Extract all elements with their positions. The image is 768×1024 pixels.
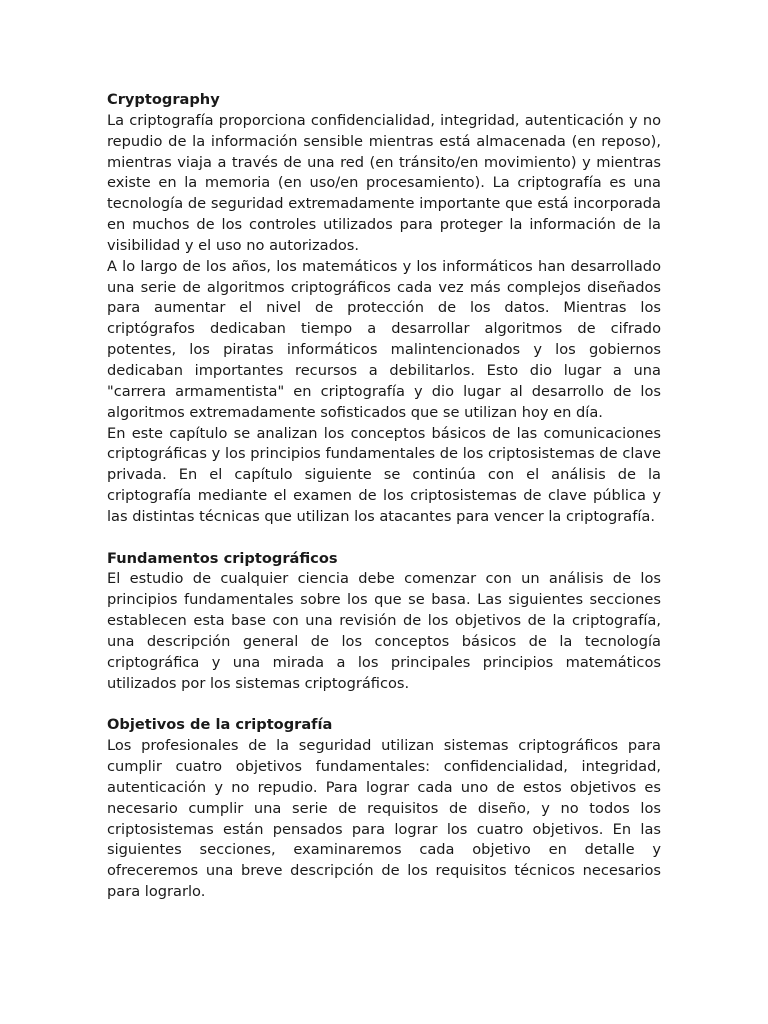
section-heading: Objetivos de la criptografía <box>107 716 333 734</box>
paragraph: Los profesionales de la seguridad utilizan sistemas criptográficos para cumplir cuatro objetivos fundamentales: confidencialidad, integridad, autenticación y no repudio. Para lograr cada uno de estos objetivos es necesario cumplir una serie de requisitos de diseño, y no todos los criptosistemas están pensados para lograr los cuatro objetivos. En las siguientes secciones, examinaremos cada objetivo en detalle y ofreceremos una breve descripción de los requisitos técnicos necesarios para lograrlo. <box>107 737 661 901</box>
section-heading: Fundamentos criptográficos <box>107 549 338 567</box>
section-heading: Cryptography <box>107 91 220 108</box>
section-objetivos <box>107 715 661 903</box>
paragraph: En este capítulo se analizan los conceptos básicos de las comunicaciones criptográficas y los principios fundamentales de los criptosistemas de clave privada. En el capítulo siguiente se continúa con el análisis de la criptografía mediante el examen de los criptosistemas de clave pública y las distintas técnicas que utilizan los atacantes para vencer la criptografía. <box>107 424 661 525</box>
paragraph: A lo largo de los años, los matemáticos y los informáticos han desarrollado una serie de algoritmos criptográficos cada vez más complejos diseñados para aumentar el nivel de protección de los datos. Mientras los criptógrafos dedicaban tiempo a desarrollar algoritmos de cifrado potentes, los piratas informáticos malintencionados y los gobiernos dedicaban importantes recursos a debilitarlos. Esto dio lugar a una "carrera armamentista" en criptografía y dio lugar al desarrollo de los algoritmos extremadamente sofisticados que se utilizan hoy en día. <box>107 257 661 421</box>
document-page <box>107 90 661 903</box>
section-fundamentos <box>107 549 661 695</box>
section-spacer <box>107 694 661 715</box>
section-cryptography <box>107 90 661 528</box>
paragraph: La criptografía proporciona confidencialidad, integridad, autenticación y no repudio de la información sensible mientras está almacenada (en reposo), mientras viaja a través de una red (en tránsito/en movimiento) y mientras existe en la memoria (en uso/en procesamiento). La criptografía es una tecnología de seguridad extremadamente importante que está incorporada en muchos de los controles utilizados para proteger la información de la visibilidad y el uso no autorizados. <box>107 111 661 254</box>
paragraph: El estudio de cualquier ciencia debe comenzar con un análisis de los principios fundamentales sobre los que se basa. Las siguientes secciones establecen esta base con una revisión de los objetivos de la criptografía, una descripción general de los conceptos básicos de la tecnología criptográfica y una mirada a los principales principios matemáticos utilizados por los sistemas criptográficos. <box>107 570 661 692</box>
section-spacer <box>107 528 661 549</box>
